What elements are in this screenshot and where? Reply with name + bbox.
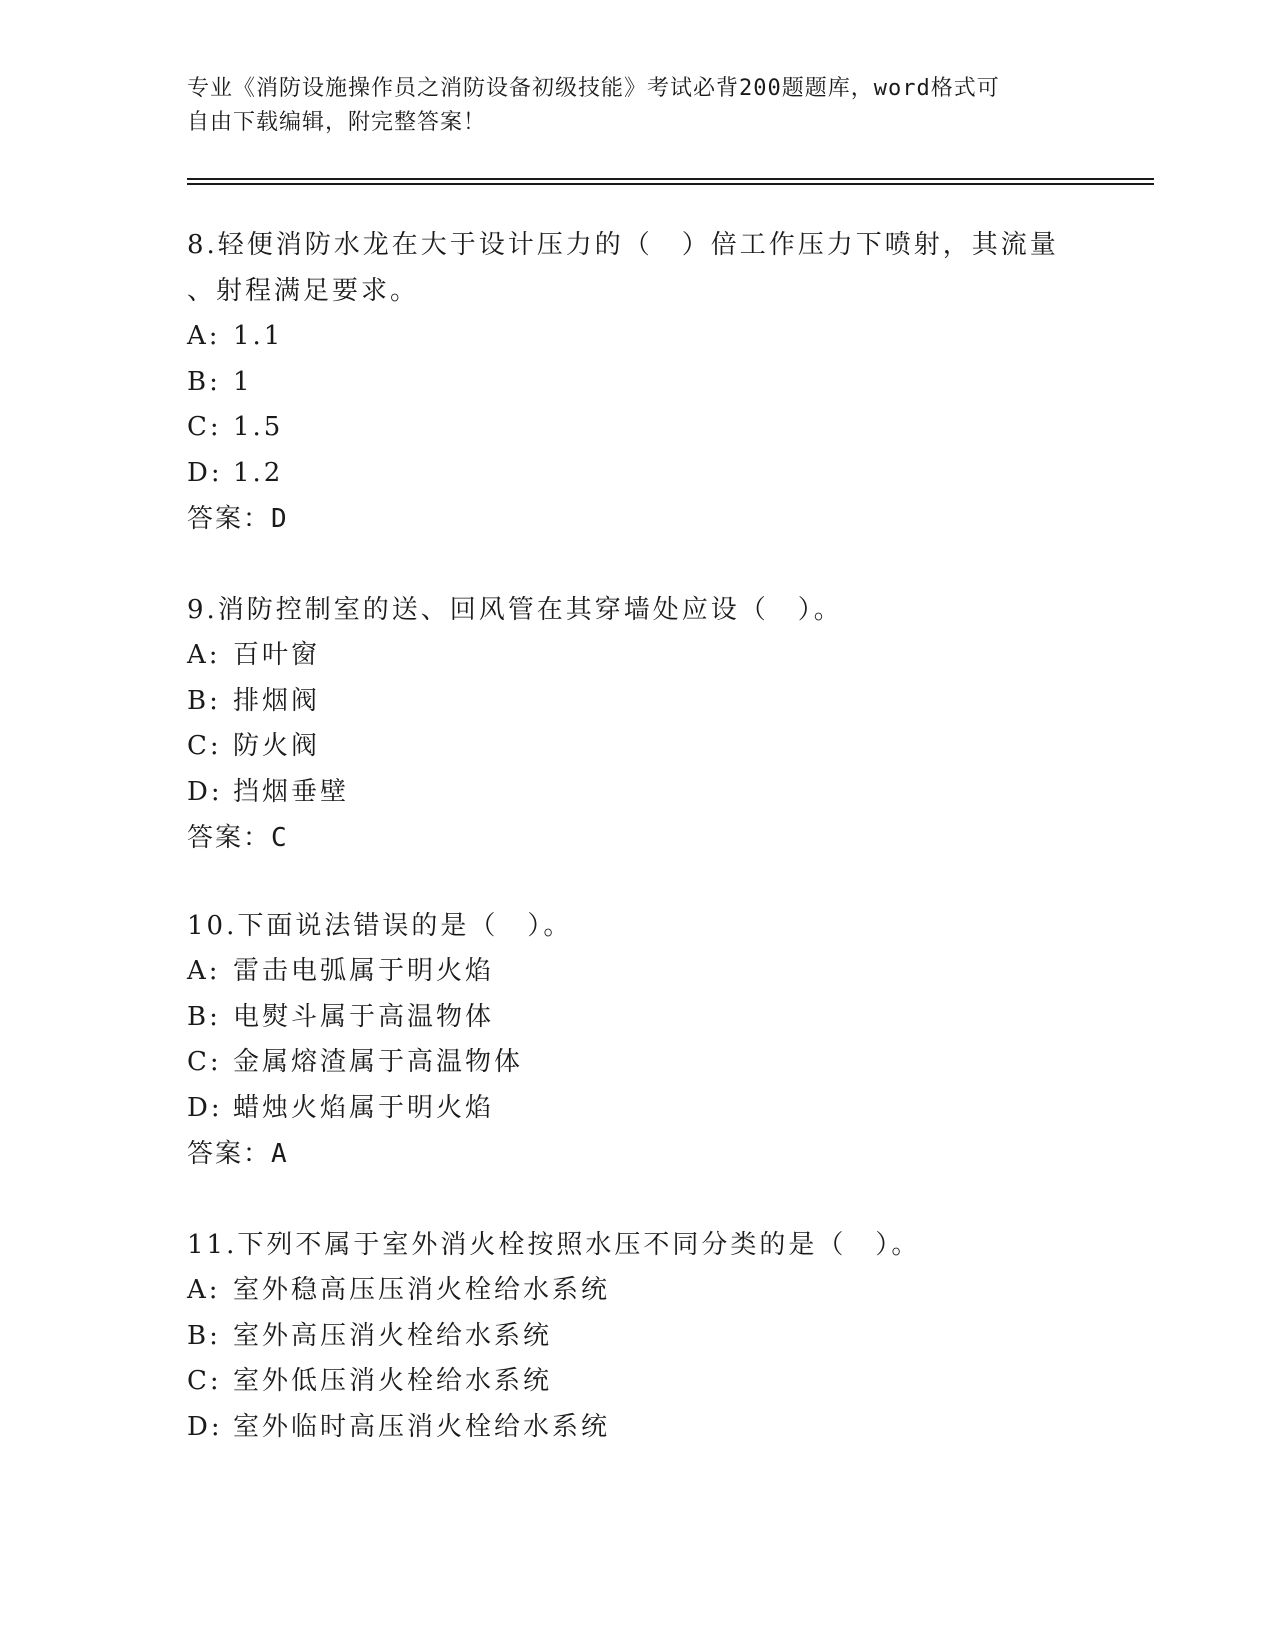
option-d: [187, 1405, 1087, 1451]
option-text: 室外临时高压消火栓给水系统: [233, 1411, 611, 1442]
option-text: 1: [233, 366, 253, 397]
option-key: B:: [187, 366, 221, 397]
header-divider-bottom: [187, 183, 1154, 185]
option-b: [187, 360, 1087, 406]
answer-line: 答案：A: [187, 1139, 289, 1169]
option-c: [187, 1040, 1087, 1086]
option-key: D:: [187, 457, 223, 488]
option-b: [187, 679, 1087, 725]
option-c: [187, 405, 1087, 451]
option-text: 室外稳高压压消火栓给水系统: [233, 1275, 611, 1305]
option-b: [187, 1314, 1087, 1360]
question-stem: 8.轻便消防水龙在大于设计压力的（ ）倍工作压力下喷射，其流量: [187, 230, 1059, 260]
option-d: [187, 1086, 1087, 1132]
option-d: [187, 770, 1087, 816]
option-c: [187, 1359, 1087, 1405]
option-text: 挡烟垂壁: [233, 776, 350, 807]
header-divider-top: [187, 178, 1154, 180]
option-key: D:: [187, 1092, 223, 1123]
option-a: [187, 1268, 1087, 1314]
option-text: 雷击电弧属于明火焰: [233, 956, 495, 986]
option-text: 百叶窗: [233, 640, 321, 670]
option-text: 电熨斗属于高温物体: [233, 1001, 495, 1032]
answer-line: 答案：D: [187, 504, 289, 534]
question-11: [187, 1222, 1087, 1450]
option-text: 蜡烛火焰属于明火焰: [233, 1092, 495, 1123]
question-stem-continued: 、射程满足要求。: [187, 276, 420, 306]
option-text: 1.5: [233, 412, 284, 442]
option-a: [187, 314, 1087, 360]
option-key: B:: [187, 1001, 221, 1032]
option-b: [187, 995, 1087, 1041]
question-9: [187, 587, 1087, 861]
question-8: [187, 222, 1087, 542]
option-key: B:: [187, 1320, 221, 1351]
question-stem: 10.下面说法错误的是（ ）。: [187, 911, 573, 941]
header-line-2: 自由下载编辑，附完整答案！: [187, 110, 487, 135]
option-text: 室外低压消火栓给水系统: [233, 1366, 553, 1396]
option-key: A:: [187, 956, 221, 986]
option-key: C:: [187, 412, 222, 442]
option-key: B:: [187, 685, 221, 716]
header-line-1: 专业《消防设施操作员之消防设备初级技能》考试必背200题题库，word格式可: [187, 76, 1000, 101]
option-text: 1.2: [233, 457, 284, 488]
option-d: [187, 451, 1087, 497]
option-key: C:: [187, 731, 222, 761]
option-key: D:: [187, 1411, 223, 1442]
option-key: C:: [187, 1366, 222, 1396]
question-stem: 9.消防控制室的送、回风管在其穿墙处应设（ ）。: [187, 595, 843, 625]
option-text: 防火阀: [233, 731, 321, 761]
option-c: [187, 724, 1087, 770]
option-key: D:: [187, 776, 223, 807]
document-header: [187, 72, 1067, 140]
option-text: 室外高压消火栓给水系统: [233, 1320, 553, 1351]
option-key: A:: [187, 640, 221, 670]
answer-line: 答案：C: [187, 823, 289, 853]
option-text: 金属熔渣属于高温物体: [233, 1047, 524, 1077]
option-key: C:: [187, 1047, 222, 1077]
option-key: A:: [187, 1275, 221, 1305]
option-text: 排烟阀: [233, 685, 321, 716]
option-text: 1.1: [233, 321, 284, 351]
question-stem: 11.下列不属于室外消火栓按照水压不同分类的是（ ）。: [187, 1230, 921, 1260]
question-10: [187, 903, 1087, 1177]
option-a: [187, 633, 1087, 679]
option-key: A:: [187, 321, 221, 351]
option-a: [187, 949, 1087, 995]
